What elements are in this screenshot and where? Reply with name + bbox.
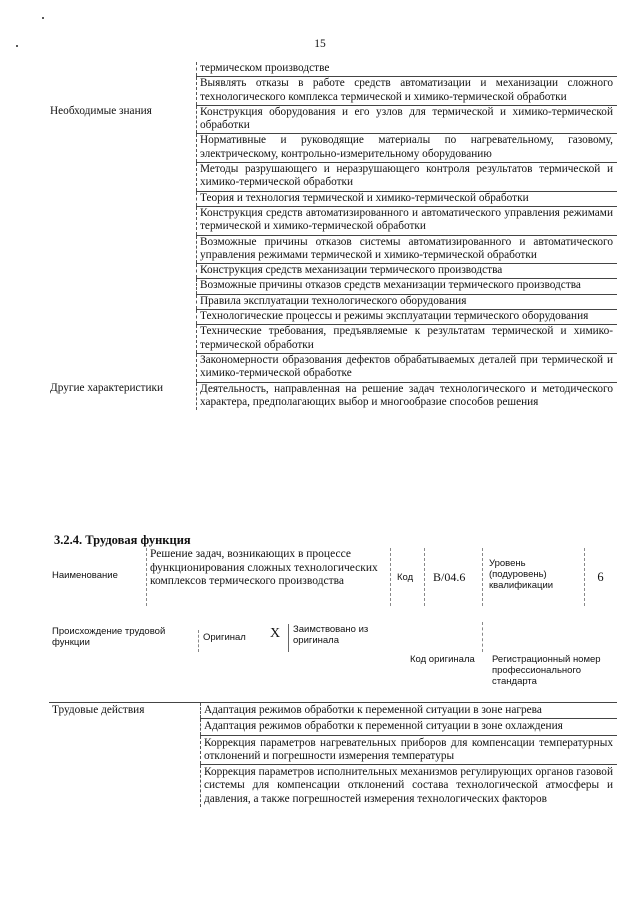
table-row xyxy=(47,235,617,264)
row-label xyxy=(47,134,197,163)
code-original-label: Код оригинала xyxy=(410,654,475,665)
row-value: Технологические процессы и режимы эксплуатации термического оборудования xyxy=(197,310,618,325)
row-label xyxy=(47,353,197,382)
row-label: Трудовые действия xyxy=(49,703,201,719)
table-row xyxy=(47,310,617,325)
origin-block xyxy=(52,622,617,694)
name-value: Решение задач, возникающих в процессе функционирования сложных технологических комплексов термического производства xyxy=(146,548,382,606)
row-label xyxy=(47,294,197,309)
row-label xyxy=(47,62,197,77)
row-label xyxy=(47,325,197,354)
row-value: Выявлять отказы в работе средств автоматизации и механизации сложного технологического комплекса термической и химико-термической обработки xyxy=(197,77,618,106)
table-row xyxy=(47,105,617,134)
row-value: Коррекция параметров исполнительных механизмов регулирующих органов газовой системы для компенсации отклонений состава технологической атмосферы и давления, а также погрешностей измерения технологических факторов xyxy=(204,766,613,805)
row-value: Возможные причины отказов средств механизации термического производства xyxy=(197,279,618,294)
name-label: Наименование xyxy=(52,570,118,581)
scan-speck xyxy=(42,17,44,19)
row-label xyxy=(47,264,197,279)
code-label: Код xyxy=(390,548,422,606)
level-value: 6 xyxy=(584,548,616,606)
row-label xyxy=(47,191,197,206)
row-value: Возможные причины отказов системы автоматизированного и автоматического управления режимами термической и химико-термической обработки xyxy=(197,235,618,264)
row-value: Теория и технология термической и химико-термической обработки xyxy=(197,191,618,206)
row-label xyxy=(47,163,197,192)
row-value: Правила эксплуатации технологического оборудования xyxy=(197,294,618,309)
table-row xyxy=(47,294,617,309)
reg-number-label: Регистрационный номер профессионального стандарта xyxy=(492,654,601,687)
level-label: Уровень (подуровень) квалификации xyxy=(482,548,556,606)
row-value: термическом производстве xyxy=(197,62,618,77)
row-value: Конструкция средств механизации термического производства xyxy=(197,264,618,279)
original-label: Оригинал xyxy=(198,630,246,652)
origin-label: Происхождение трудовой функции xyxy=(52,626,166,648)
section-title: 3.2.4. Трудовая функция xyxy=(54,533,191,547)
requirements-table xyxy=(47,62,617,410)
table-row xyxy=(47,77,617,106)
table-row xyxy=(47,264,617,279)
table-row xyxy=(49,735,617,765)
row-label xyxy=(49,735,201,765)
row-value: Адаптация режимов обработки к переменной ситуации в зоне охлаждения xyxy=(201,719,618,735)
row-label xyxy=(49,765,201,807)
row-value: Технические требования, предъявляемые к результатам термической и химико-термической обработки xyxy=(197,325,618,354)
original-mark: X xyxy=(270,626,281,641)
row-value: Деятельность, направленная на решение задач технологического и методического характера, предполагающих выбор и многообразие способов решения xyxy=(200,382,613,408)
table-row xyxy=(49,719,617,735)
row-value: Закономерности образования дефектов обрабатываемых деталей при термической и химико-термической обработке xyxy=(197,353,618,382)
table-row xyxy=(49,703,617,719)
table-row xyxy=(47,134,617,163)
code-value: B/04.6 xyxy=(424,548,476,606)
row-value: Адаптация режимов обработки к переменной ситуации в зоне нагрева xyxy=(201,703,618,719)
table-row xyxy=(47,163,617,192)
origin-divider xyxy=(482,622,483,652)
row-value: Конструкция оборудования и его узлов для термической и химико-термической обработки xyxy=(197,105,618,134)
row-label xyxy=(49,719,201,735)
row-label xyxy=(47,235,197,264)
row-label xyxy=(47,310,197,325)
work-actions-table xyxy=(49,702,617,807)
page-number: 15 xyxy=(314,38,326,50)
table-row xyxy=(47,279,617,294)
row-label xyxy=(47,206,197,235)
table-row xyxy=(47,206,617,235)
table-row xyxy=(47,62,617,77)
table-row xyxy=(47,382,617,410)
table-row xyxy=(47,353,617,382)
table-row xyxy=(47,325,617,354)
row-value: Методы разрушающего и неразрушающего контроля результатов термической и химико-термической обработки xyxy=(197,163,618,192)
row-value: Конструкция средств автоматизированного и автоматического управления режимами термической и химико-термической обработки xyxy=(197,206,618,235)
row-label: Необходимые знания xyxy=(47,105,197,134)
table-row xyxy=(49,765,617,807)
work-function-header xyxy=(52,548,617,606)
row-value: Нормативные и руководящие материалы по нагревательному, газовому, электрическому, контрольно-измерительному оборудованию xyxy=(197,134,618,163)
row-label: Другие характеристики xyxy=(47,382,197,410)
table-row xyxy=(47,191,617,206)
row-value: Коррекция параметров нагревательных приборов для компенсации температурных отклонений и погрешности измерения температуры xyxy=(201,735,618,765)
borrowed-label: Заимствовано из оригинала xyxy=(288,624,403,652)
row-label xyxy=(47,279,197,294)
row-label xyxy=(47,77,197,106)
